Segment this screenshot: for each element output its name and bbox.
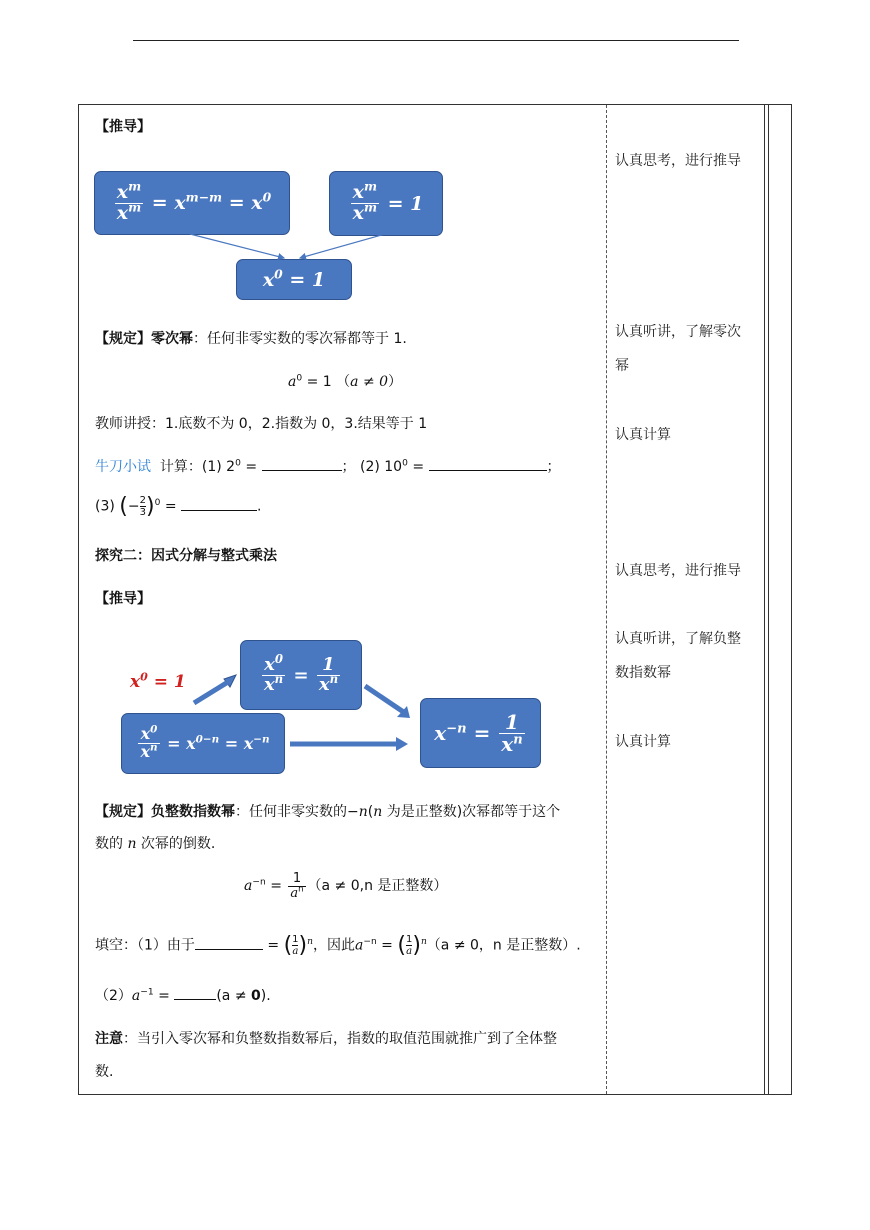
fill-in-line-1: 填空：（1）由于 = ( $\frac{1}{a}$ )$^n$，因此$a^{-n}$ = ( $\frac{1}{a}$ )$^n$（a ≠ 0，n 是正整数）. <box>95 933 581 958</box>
formula-box-exponent-subtraction: $\frac{x^0}{x^n}$ = $x^{0-n} = x^{-n}$ <box>121 713 285 774</box>
side-note: 认真听讲，了解零次 <box>615 324 741 340</box>
rule-negative-power-line2: 数的 n 次幂的倒数. <box>95 836 216 852</box>
section-title: 探究二：因式分解与整式乘法 <box>95 548 277 564</box>
practice-line: 牛刀小试 计算：(1) $2^0$ = ； (2) $10^0$ = ； <box>95 458 561 475</box>
side-note: 数指数幂 <box>615 665 671 681</box>
formula-box-result: $x^0 = 1$ <box>236 259 352 300</box>
side-note: 认真计算 <box>615 427 671 443</box>
derive-label: 【推导】 <box>95 591 151 607</box>
formula-box-one: $\frac{x^m}{x^m}$ = 1 <box>329 171 443 236</box>
zero-power-formula: $a^0 = 1$ （a ≠ 0） <box>288 373 403 390</box>
practice-line-3: (3) (− $\frac{2}{3}$ )$^0$ = . <box>95 494 262 519</box>
answer-blank[interactable] <box>181 498 257 511</box>
answer-blank[interactable] <box>262 458 342 471</box>
block-arrow <box>396 737 408 751</box>
fill-in-line-2: $(2)a^{-1} = (a \ne 0)$. <box>95 987 271 1004</box>
side-note: 认真思考，进行推导 <box>615 153 741 169</box>
arrow-line <box>190 234 284 258</box>
side-note: 认真思考，进行推导 <box>615 563 741 579</box>
formula-box-zero-over-n: $\frac{x^0}{x^n}$ = $\frac{1}{x^n}$ <box>240 640 362 710</box>
side-note: 认真听讲，了解负整 <box>615 631 741 647</box>
derive-label: 【推导】 <box>95 119 151 135</box>
side-note: 认真计算 <box>615 734 671 750</box>
answer-blank[interactable] <box>174 987 216 1000</box>
formula-box-negative-power: $x^{-n}$ = $\frac{1}{x^n}$ <box>420 698 541 768</box>
formula-box-quotient: $\frac{x^m}{x^m}$ = $x^{m-m} = x^0$ <box>94 171 290 235</box>
block-arrow <box>365 686 405 713</box>
practice-label: 牛刀小试 <box>95 459 151 475</box>
zero-power-note: $x^0 = 1$ <box>130 670 186 692</box>
answer-blank[interactable] <box>195 937 263 950</box>
negative-power-formula: $a^{-n}$ = $\frac{1}{a^n}$ （a ≠ 0,n 是正整数） <box>244 871 448 901</box>
note-line-1: 注意：当引入零次幂和负整数指数幂后，指数的取值范围就推广到了全体整 <box>95 1031 557 1047</box>
answer-blank[interactable] <box>429 458 547 471</box>
side-note: 幂 <box>615 358 629 374</box>
note-line-2: 数. <box>95 1064 114 1080</box>
block-arrow <box>194 682 228 703</box>
rule-negative-power: 【规定】负整数指数幂：任何非零实数的−n(n 为是正整数)次幂都等于这个 <box>95 804 561 820</box>
arrow-line <box>300 234 385 258</box>
rule-zero-power: 【规定】零次幂：任何非零实数的零次幂都等于 1. <box>95 331 407 347</box>
teacher-note: 教师讲授：1.底数不为 0，2.指数为 0，3.结果等于 1 <box>95 416 428 432</box>
